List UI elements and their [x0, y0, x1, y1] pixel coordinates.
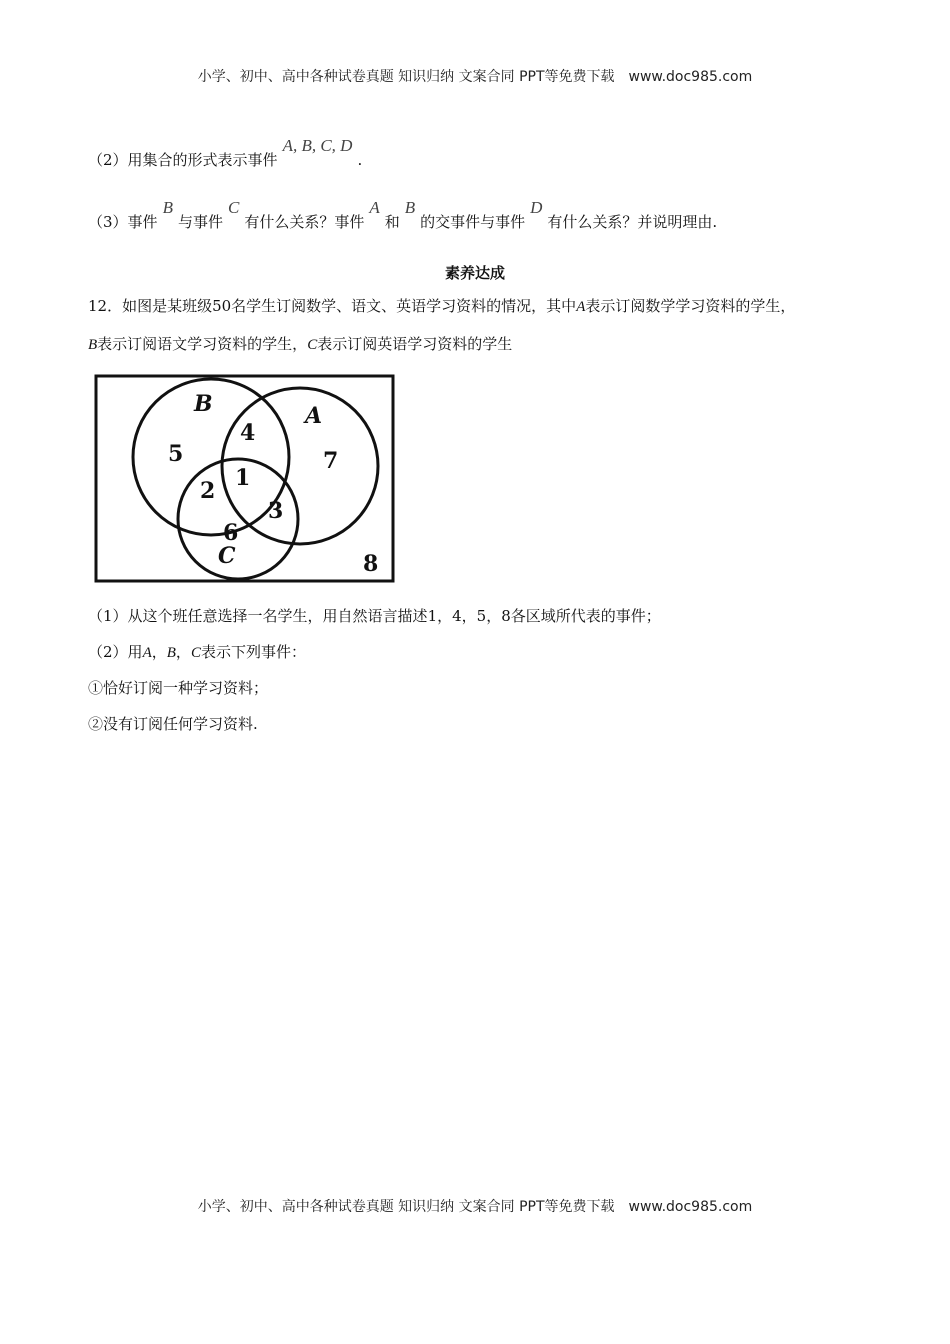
region-4: 4 — [240, 420, 256, 446]
region-3: 3 — [268, 498, 284, 524]
label-C: C — [218, 543, 236, 569]
question-12-line-2: B表示订阅语文学习资料的学生，C表示订阅英语学习资料的学生 — [88, 335, 513, 353]
region-5: 5 — [168, 441, 184, 467]
question-part-3: （3）事件B与事件C有什么关系？事件A和B的交事件与事件D有什么关系？并说明理由. — [88, 198, 718, 231]
section-title: 素养达成 — [444, 264, 505, 282]
label-B: B — [194, 391, 213, 417]
region-6: 6 — [223, 520, 239, 546]
question-12-line-1: 12．如图是某班级50名学生订阅数学、语文、英语学习资料的情况，其中A表示订阅数学学习资料的学生， — [88, 297, 796, 315]
sub-question-2: （2）用A，B，C表示下列事件： — [88, 643, 306, 661]
page-header — [0, 66, 950, 86]
math-events: A, B, C, D — [282, 136, 353, 155]
sub-question-1: （1）从这个班任意选择一名学生，用自然语言描述1，4，5，8各区域所代表的事件； — [88, 607, 661, 625]
label-A: A — [305, 403, 323, 429]
region-8: 8 — [363, 551, 379, 577]
venn-diagram — [90, 370, 402, 588]
region-1: 1 — [235, 465, 251, 491]
item-2: ②没有订阅任何学习资料. — [88, 715, 258, 733]
footer-text: 小学、初中、高中各种试卷真题 知识归纳 文案合同 PPT等免费下载 — [197, 1199, 615, 1215]
page-footer — [0, 1196, 950, 1216]
region-2: 2 — [200, 478, 216, 504]
question-part-2: （2）用集合的形式表示事件A, B, C, D. — [88, 136, 363, 169]
region-7: 7 — [323, 448, 339, 474]
footer-url[interactable]: www.doc985.com — [628, 1199, 753, 1215]
header-text: 小学、初中、高中各种试卷真题 知识归纳 文案合同 PPT等免费下载 — [197, 69, 615, 85]
item-1: ①恰好订阅一种学习资料； — [88, 679, 269, 697]
header-url[interactable]: www.doc985.com — [628, 69, 753, 85]
